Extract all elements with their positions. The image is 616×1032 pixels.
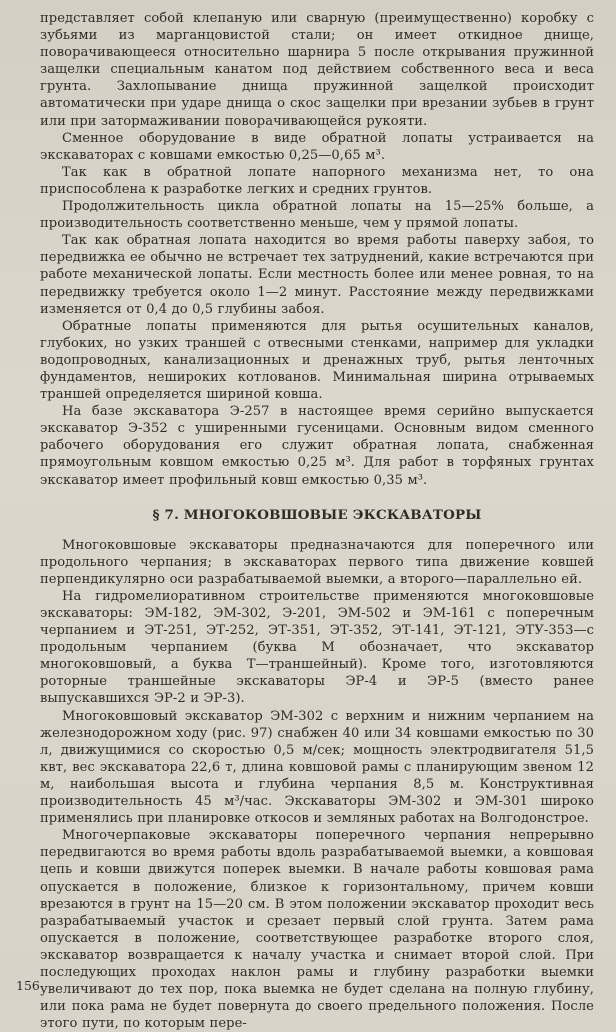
paragraph: На гидромелиоративном строительстве применяются многоковшовые экскаваторы: ЭМ-182, ЭМ-302, Э-201, ЭМ-502 и ЭМ-161 с поперечным черпанием и ЭТ-251, ЭТ-252, ЭТ-351, ЭТ-352, ЭТ-141, ЭТ-121, ЭТУ-353—с продольным черпанием (буква М обозначает, что экскаватор многоковшовый, а буква Т—траншейный). Кроме того, изготовляются роторные траншейные экскаваторы ЭР-4 и ЭР-5 (вместо ранее выпускавшихся ЭР-2 и ЭР-3). <box>40 588 594 707</box>
page-number: 156 <box>16 978 40 993</box>
paragraph: Многоковшовые экскаваторы предназначаются для поперечного или продольного черпания; в экскаваторах первого типа движение ковшей перпендикулярно оси разрабатываемой выемки, а второго—параллельно ей. <box>40 537 594 587</box>
paragraph: Сменное оборудование в виде обратной лопаты устраивается на экскаваторах с ковшами емкостью 0,25—0,65 м³. <box>40 130 594 163</box>
section-heading: § 7. МНОГОКОВШОВЫЕ ЭКСКАВАТОРЫ <box>152 506 482 523</box>
text-before-heading <box>40 10 594 489</box>
paragraph: Продолжительность цикла обратной лопаты на 15—25% больше, а производительность соответственно меньше, чем у прямой лопаты. <box>40 199 594 232</box>
paragraph: представляет собой клепаную или сварную (преимущественно) коробку с зубьями из марганцовистой стали; он имеет откидное днище, поворачивающееся относительно шарнира 5 после открывания пружинной защелки специальным канатом под действием собственного веса и веса грунта. Захлопывание днища пружинной защелкой происходит автоматически при ударе днища о скос защелки при врезании зубьев в грунт или при затормаживании поворачивающейся рукояти. <box>40 11 594 129</box>
paragraph: Обратные лопаты применяются для рытья осушительных каналов, глубоких, но узких траншей с отвесными стенками, например для укладки водопроводных, канализационных и дренажных труб, рытья ленточных фундаментов, неширокиx котлованов. Минимальная ширина отрываемых траншей определяется шириной ковша. <box>40 318 594 403</box>
paragraph: Так как в обратной лопате напорного механизма нет, то она приспособлена к разработке легких и средних грунтов. <box>40 164 594 197</box>
paragraph: Многочерпаковые экскаваторы поперечного черпания непрерывно передвигаются во время работы вдоль разрабатываемой выемки, а ковшовая цепь и ковши движутся поперек выемки. В начале работы ковшовая рама опускается в положение, близкое к горизонтальному, причем ковши врезаются в грунт на 15—20 см. В этом положении экскаватор проходит весь разрабатываемый участок и срезает первый слой грунта. Затем рама опускается в положение, соответствующее разработке второго слоя, экскаватор возвращается к началу участка и снимает второй слой. При последующих проходах наклон рамы и глубину разработки выемки увеличивают до тех пор, пока выемка не будет сделана на полную глубину, или пока рама не будет повернута до своего предельного положения. После этого пути, по которым пере- <box>40 828 594 1032</box>
paragraph: Так как обратная лопата находится во время работы паверху забоя, то передвижка ее обычно не встречает тех затруднений, какие встречаются при работе механической лопаты. Если местность более или менее ровная, то на передвижку требуется около 1—2 минут. Расстояние между передвижками изменяется от 0,4 до 0,5 глубины забоя. <box>40 233 594 317</box>
paragraph: На базе экскаватора Э-257 в настоящее время серийно выпускается экскаватор Э-352 с уширенными гусеницами. Основным видом сменного рабочего оборудования его служит обратная лопата, снабженная прямоугольным ковшом емкостью 0,25 м³. Для работ в торфяных грунтах экскаватор имеет профильный ковш емкостью 0,35 м³. <box>40 404 594 488</box>
paragraph: Многоковшовый экскаватор ЭМ-302 с верхним и нижним черпанием на железнодорожном ходу (рис. 97) снабжен 40 или 34 ковшами емкостью по 30 л, движущимися со скоростью 0,5 м/сек; мощность электродвигателя 51,5 квт, вес экскаватора 22,6 т, длина ковшовой рамы с планирующим звеном 12 м, наибольшая высота и глубина черпания 8,5 м. Конструктивная производительность 45 м³/час. Экскаваторы ЭМ-302 и ЭМ-301 широко применялись при планировке откосов и земляных работах на Волгодонстрое. <box>40 708 594 827</box>
text-after-heading <box>40 537 594 1032</box>
